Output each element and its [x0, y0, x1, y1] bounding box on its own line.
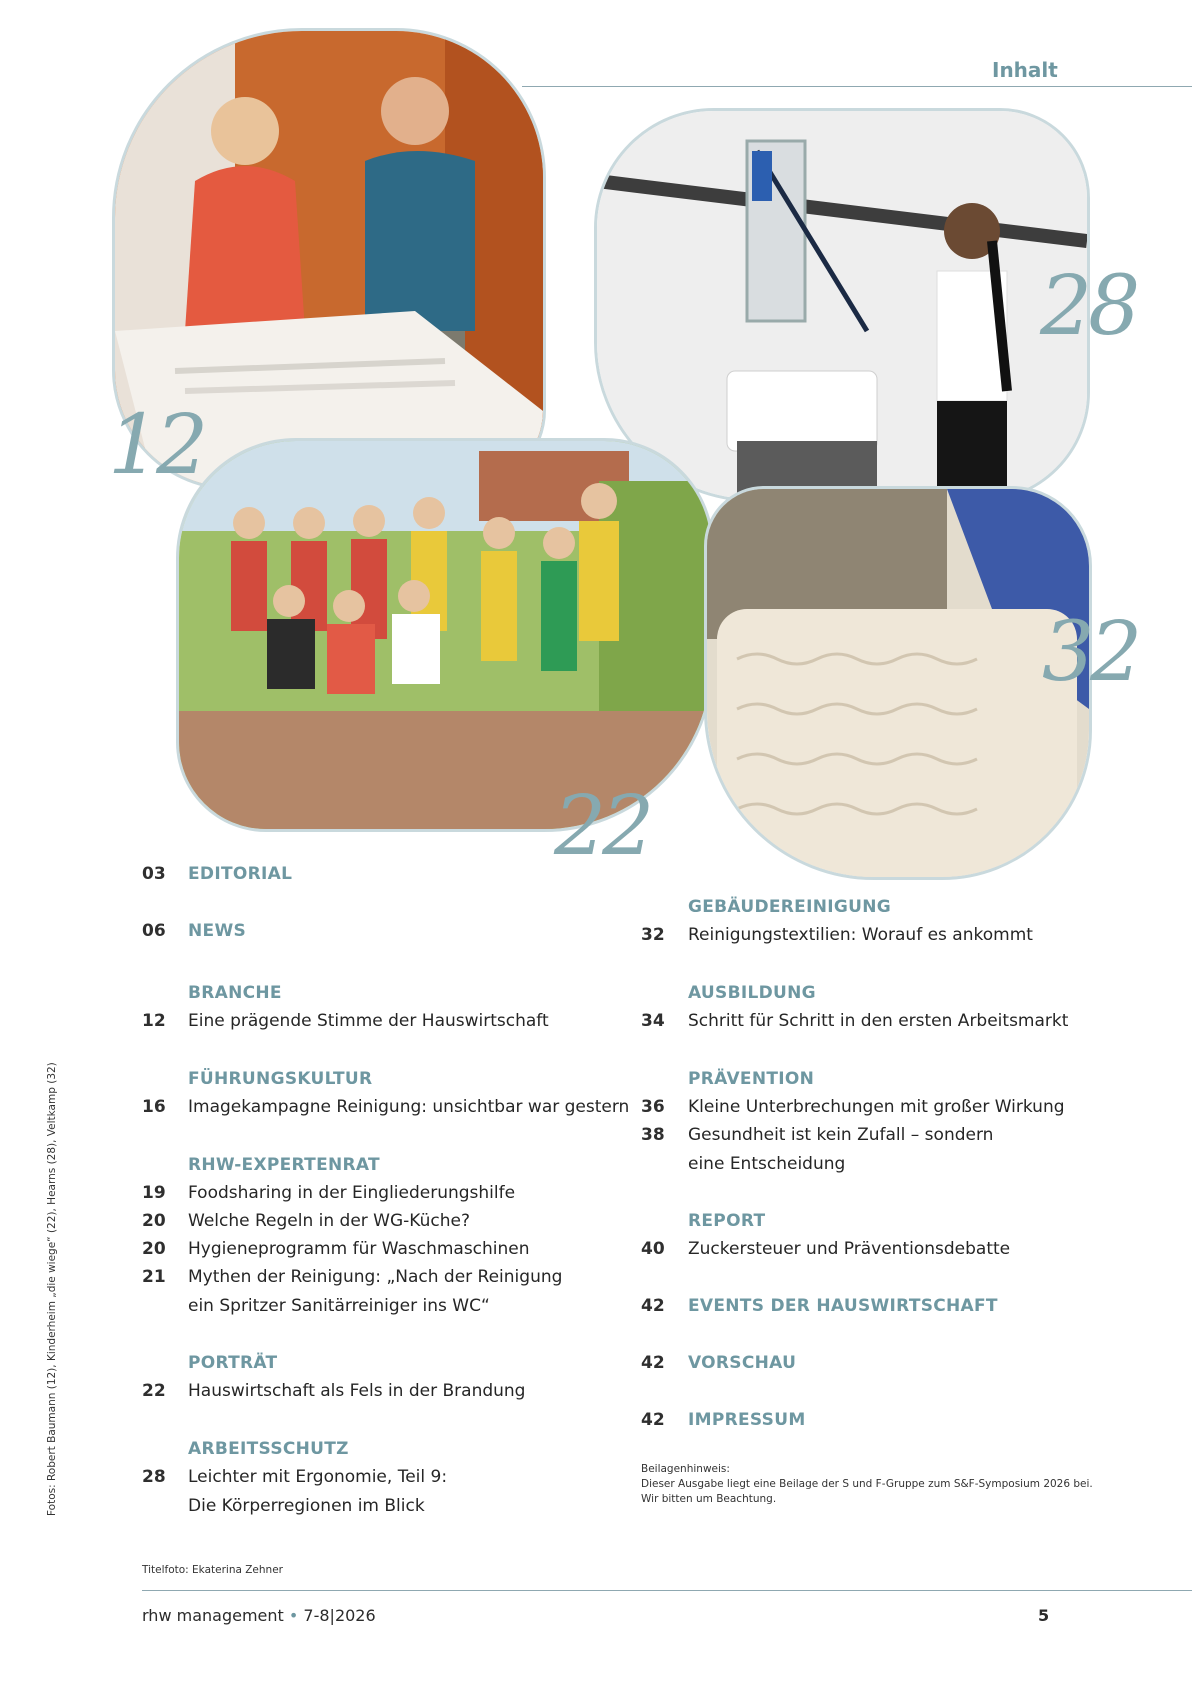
toc-num: 40 [641, 1239, 665, 1259]
toc-num: 36 [641, 1097, 665, 1117]
toc-num: 22 [142, 1381, 166, 1401]
toc-num-news: 06 [142, 921, 166, 941]
toc-entry[interactable]: Schritt für Schritt in den ersten Arbeitsmarkt [688, 1011, 1069, 1031]
toc-section-rhw-expertenrat: RHW-EXPERTENRAT [188, 1155, 380, 1175]
toc-num: 20 [142, 1239, 166, 1259]
toc-link-impressum[interactable]: IMPRESSUM [688, 1410, 806, 1430]
toc-num-vorschau: 42 [641, 1353, 665, 1373]
toc-entry[interactable]: Reinigungstextilien: Worauf es ankommt [688, 925, 1033, 945]
photo-credits: Fotos: Robert Baumann (12), Kinderheim „die wiege“ (22), Hearns (28), Veltkamp (32) [46, 1062, 58, 1516]
magazine-name: rhw management [142, 1606, 284, 1625]
toc-num: 19 [142, 1183, 166, 1203]
toc-num-events: 42 [641, 1296, 665, 1316]
toc-entry[interactable]: Gesundheit ist kein Zufall – sondern [688, 1125, 994, 1145]
toc-entry[interactable]: Zuckersteuer und Präventionsdebatte [688, 1239, 1011, 1259]
toc-num: 32 [641, 925, 665, 945]
toc-entry-continued[interactable]: Die Körperregionen im Blick [188, 1496, 425, 1516]
footer-rule [142, 1590, 1192, 1591]
page-number: 5 [1038, 1606, 1050, 1625]
page-number-32: 32 [1042, 605, 1139, 700]
toc-entry[interactable]: Eine prägende Stimme der Hauswirtschaft [188, 1011, 549, 1031]
beilage-text-2: Wir bitten um Beachtung. [641, 1493, 777, 1505]
toc-num: 34 [641, 1011, 665, 1031]
toc-section-report: REPORT [688, 1211, 766, 1231]
page-section-label: Inhalt [992, 58, 1058, 82]
toc-section-gebaeudereinigung: GEBÄUDEREINIGUNG [688, 897, 892, 917]
photo-32-cleaning-textiles [704, 486, 1092, 880]
toc-entry[interactable]: Leichter mit Ergonomie, Teil 9: [188, 1467, 448, 1487]
photo-28-bathroom-cleaning [594, 108, 1090, 502]
toc-num: 21 [142, 1267, 166, 1287]
toc-link-editorial[interactable]: EDITORIAL [188, 864, 293, 884]
toc-section-arbeitsschutz: ARBEITSSCHUTZ [188, 1439, 349, 1459]
toc-num-impressum: 42 [641, 1410, 665, 1430]
toc-entry-continued[interactable]: ein Spritzer Sanitärreiniger ins WC“ [188, 1296, 490, 1316]
toc-section-ausbildung: AUSBILDUNG [688, 983, 816, 1003]
toc-entry[interactable]: Kleine Unterbrechungen mit großer Wirkung [688, 1097, 1065, 1117]
cover-photo-credit: Titelfoto: Ekaterina Zehner [142, 1564, 283, 1576]
toc-section-praevention: PRÄVENTION [688, 1069, 815, 1089]
toc-entry[interactable]: Welche Regeln in der WG-Küche? [188, 1211, 470, 1231]
toc-link-events[interactable]: EVENTS DER HAUSWIRTSCHAFT [688, 1296, 998, 1316]
beilage-title: Beilagenhinweis: [641, 1463, 730, 1475]
toc-entry-continued[interactable]: eine Entscheidung [688, 1154, 846, 1174]
footer-magazine [142, 1606, 376, 1625]
separator-dot: • [288, 1606, 299, 1625]
toc-section-portraet: PORTRÄT [188, 1353, 278, 1373]
toc-num: 28 [142, 1467, 166, 1487]
issue-number: 7-8|2026 [303, 1606, 376, 1625]
toc-entry[interactable]: Hauswirtschaft als Fels in der Brandung [188, 1381, 526, 1401]
toc-entry[interactable]: Hygieneprogramm für Waschmaschinen [188, 1239, 530, 1259]
toc-num: 16 [142, 1097, 166, 1117]
page-number-28: 28 [1040, 259, 1137, 354]
beilage-text: Dieser Ausgabe liegt eine Beilage der S und F-Gruppe zum S&F-Symposium 2026 bei. [641, 1478, 1093, 1490]
toc-section-fuehrungskultur: FÜHRUNGSKULTUR [188, 1069, 373, 1089]
toc-num: 38 [641, 1125, 665, 1145]
toc-section-branche: BRANCHE [188, 983, 282, 1003]
toc-num: 12 [142, 1011, 166, 1031]
toc-num: 20 [142, 1211, 166, 1231]
toc-entry[interactable]: Foodsharing in der Eingliederungshilfe [188, 1183, 516, 1203]
toc-link-news[interactable]: NEWS [188, 921, 247, 941]
page-number-22: 22 [554, 779, 651, 874]
photo-22-group [176, 438, 714, 832]
header-rule [522, 86, 1192, 87]
toc-entry[interactable]: Mythen der Reinigung: „Nach der Reinigung [188, 1267, 563, 1287]
page-number-12: 12 [108, 398, 205, 493]
toc-entry[interactable]: Imagekampagne Reinigung: unsichtbar war gestern [188, 1097, 630, 1117]
toc-num-editorial: 03 [142, 864, 166, 884]
toc-link-vorschau[interactable]: VORSCHAU [688, 1353, 797, 1373]
